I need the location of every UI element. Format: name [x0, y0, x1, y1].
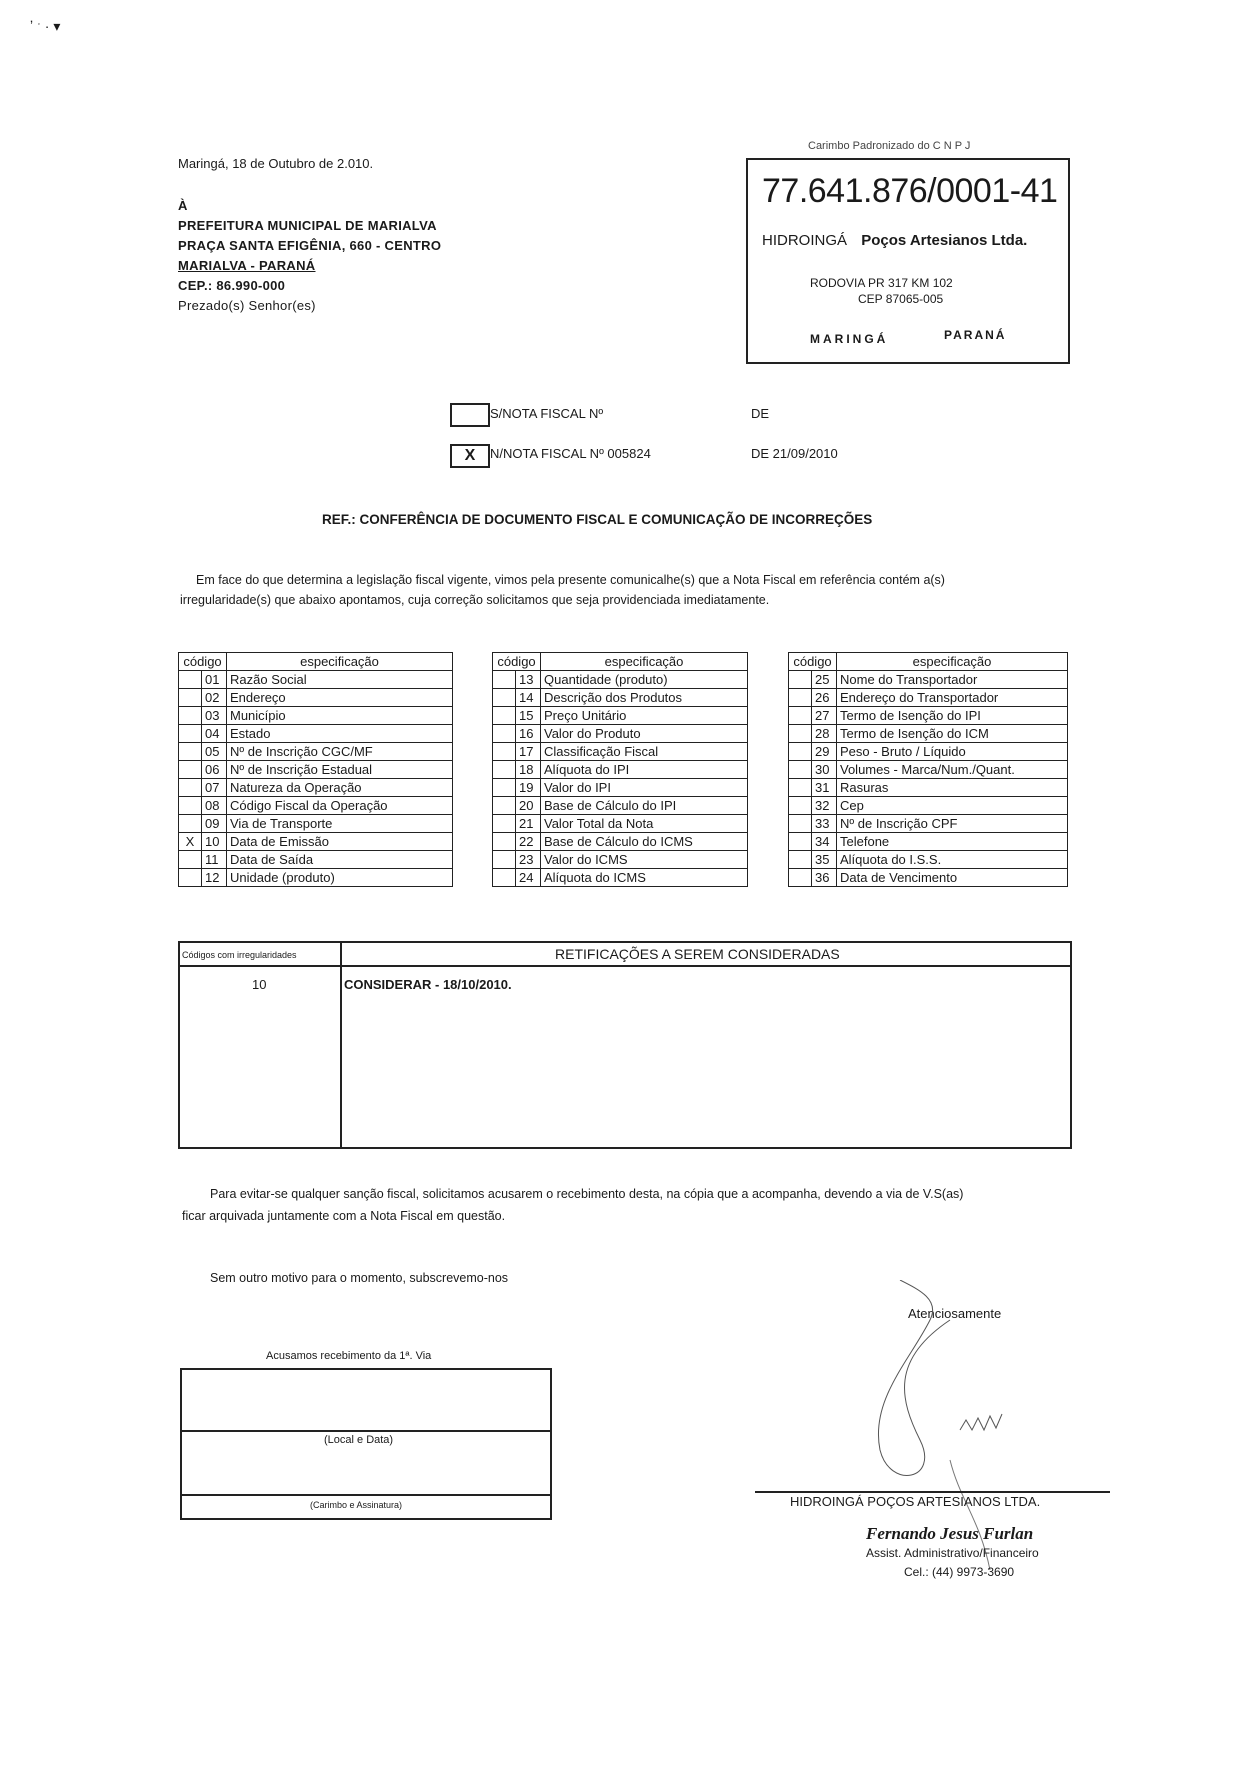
- code-table-1: [178, 652, 453, 887]
- row-mark[interactable]: [493, 725, 516, 743]
- table-row: [789, 761, 1068, 779]
- row-label: Endereço do Transportador: [837, 689, 1068, 707]
- retif-code: 10: [252, 977, 267, 992]
- row-code: 33: [812, 815, 837, 833]
- table-row: [179, 743, 453, 761]
- ref-line: REF.: CONFERÊNCIA DE DOCUMENTO FISCAL E COMUNICAÇÃO DE INCORREÇÕES: [322, 512, 873, 527]
- row-code: 26: [812, 689, 837, 707]
- row-mark[interactable]: [493, 797, 516, 815]
- row-label: Alíquota do ICMS: [541, 869, 748, 887]
- row-code: 07: [202, 779, 227, 797]
- row-code: 29: [812, 743, 837, 761]
- table-row: [179, 815, 453, 833]
- row-code: 10: [202, 833, 227, 851]
- row-label: Valor do ICMS: [541, 851, 748, 869]
- row-label: Classificação Fiscal: [541, 743, 748, 761]
- recipient-street: PRAÇA SANTA EFIGÊNIA, 660 - CENTRO: [178, 238, 442, 253]
- receipt-caption: Acusamos recebimento da 1ª. Via: [266, 1350, 432, 1362]
- stamp-company-b: Poços Artesianos Ltda.: [861, 232, 1028, 249]
- row-code: 03: [202, 707, 227, 725]
- stamp-company-a: HIDROINGÁ: [762, 232, 848, 249]
- row-label: Preço Unitário: [541, 707, 748, 725]
- row-code: 22: [516, 833, 541, 851]
- row-code: 16: [516, 725, 541, 743]
- table-row: [493, 707, 748, 725]
- col-codigo: código: [179, 653, 227, 671]
- row-mark[interactable]: [493, 815, 516, 833]
- row-label: Nº de Inscrição CGC/MF: [227, 743, 453, 761]
- stamp-cep: CEP 87065-005: [858, 292, 944, 306]
- table-row: [179, 797, 453, 815]
- row-code: 25: [812, 671, 837, 689]
- table-row: [789, 815, 1068, 833]
- col-especificacao: especificação: [837, 653, 1068, 671]
- table-row: [493, 743, 748, 761]
- row-code: 35: [812, 851, 837, 869]
- table-header: [493, 653, 748, 671]
- row-mark[interactable]: [179, 689, 202, 707]
- row-label: Estado: [227, 725, 453, 743]
- row-code: 17: [516, 743, 541, 761]
- row-code: 06: [202, 761, 227, 779]
- signature-line: [755, 1491, 1110, 1493]
- row-mark[interactable]: [789, 725, 812, 743]
- row-mark[interactable]: [179, 707, 202, 725]
- row-label: Cep: [837, 797, 1068, 815]
- row-label: Data de Emissão: [227, 833, 453, 851]
- row-code: 24: [516, 869, 541, 887]
- signatory-phone: Cel.: (44) 9973-3690: [904, 1565, 1015, 1579]
- table-row: [493, 761, 748, 779]
- row-mark[interactable]: [789, 707, 812, 725]
- table-header: [789, 653, 1068, 671]
- row-label: Termo de Isenção do ICM: [837, 725, 1068, 743]
- row-label: Nº de Inscrição Estadual: [227, 761, 453, 779]
- code-table-3: [788, 652, 1068, 887]
- row-mark[interactable]: [789, 797, 812, 815]
- closing-line-2: ficar arquivada juntamente com a Nota Fiscal em questão.: [182, 1209, 506, 1223]
- row-code: 13: [516, 671, 541, 689]
- table-row: [179, 761, 453, 779]
- row-mark[interactable]: X: [179, 833, 202, 851]
- salutation: Prezado(s) Senhor(es): [178, 298, 316, 313]
- row-code: 18: [516, 761, 541, 779]
- row-mark[interactable]: [179, 869, 202, 887]
- table-row: [493, 671, 748, 689]
- col-codigo: código: [789, 653, 837, 671]
- date-line: Maringá, 18 de Outubro de 2.010.: [178, 156, 374, 171]
- table-row: [493, 833, 748, 851]
- row-mark[interactable]: [179, 743, 202, 761]
- receipt-box: [180, 1368, 552, 1520]
- table-row: [789, 671, 1068, 689]
- row-code: 11: [202, 851, 227, 869]
- row-code: 32: [812, 797, 837, 815]
- row-code: 28: [812, 725, 837, 743]
- table-row: [789, 725, 1068, 743]
- table-row: [789, 797, 1068, 815]
- row-label: Código Fiscal da Operação: [227, 797, 453, 815]
- stamp-caption: Carimbo Padronizado do C N P J: [808, 140, 971, 152]
- row-label: Base de Cálculo do ICMS: [541, 833, 748, 851]
- closing-line-1: Para evitar-se qualquer sanção fiscal, solicitamos acusarem o recebimento desta, na cópia que a acompanha, devendo a via de V.S(as): [210, 1187, 964, 1201]
- row-label: Via de Transporte: [227, 815, 453, 833]
- table-row: [493, 779, 748, 797]
- row-label: Unidade (produto): [227, 869, 453, 887]
- row-mark[interactable]: [789, 869, 812, 887]
- row-code: 05: [202, 743, 227, 761]
- table-row: [179, 851, 453, 869]
- row-mark[interactable]: [179, 815, 202, 833]
- scan-mark: ʼ ˑ · ▾: [30, 18, 61, 34]
- row-label: Nome do Transportador: [837, 671, 1068, 689]
- row-code: 08: [202, 797, 227, 815]
- n-nota-label: N/NOTA FISCAL Nº 005824: [490, 446, 651, 461]
- row-label: Peso - Bruto / Líquido: [837, 743, 1068, 761]
- receipt-line-2: [182, 1494, 550, 1496]
- table-row: [179, 779, 453, 797]
- s-nota-de: DE: [751, 406, 770, 421]
- row-label: Quantidade (produto): [541, 671, 748, 689]
- row-code: 14: [516, 689, 541, 707]
- row-label: Rasuras: [837, 779, 1068, 797]
- table-row: [789, 689, 1068, 707]
- s-nota-checkbox[interactable]: [450, 403, 490, 427]
- stamp-address: RODOVIA PR 317 KM 102: [810, 276, 953, 290]
- row-label: Valor do Produto: [541, 725, 748, 743]
- row-mark[interactable]: [789, 833, 812, 851]
- row-mark[interactable]: [789, 779, 812, 797]
- table-row: [179, 725, 453, 743]
- row-label: Data de Saída: [227, 851, 453, 869]
- row-code: 30: [812, 761, 837, 779]
- row-mark[interactable]: [493, 833, 516, 851]
- table-row: [789, 743, 1068, 761]
- table-row: [493, 851, 748, 869]
- row-mark[interactable]: [179, 797, 202, 815]
- row-code: 15: [516, 707, 541, 725]
- table-row: [179, 689, 453, 707]
- row-mark[interactable]: [179, 725, 202, 743]
- row-code: 34: [812, 833, 837, 851]
- table-row: [179, 707, 453, 725]
- row-mark[interactable]: [179, 779, 202, 797]
- row-label: Termo de Isenção do IPI: [837, 707, 1068, 725]
- row-label: Data de Vencimento: [837, 869, 1068, 887]
- row-code: 02: [202, 689, 227, 707]
- row-label: Valor Total da Nota: [541, 815, 748, 833]
- row-mark[interactable]: [493, 779, 516, 797]
- table-row: [493, 797, 748, 815]
- row-mark[interactable]: [179, 761, 202, 779]
- stamp-company: [762, 232, 1027, 249]
- row-mark[interactable]: [789, 671, 812, 689]
- table-row: [179, 671, 453, 689]
- signatory-role: Assist. Administrativo/Financeiro: [866, 1546, 1039, 1560]
- table-row: [493, 815, 748, 833]
- row-mark[interactable]: [493, 689, 516, 707]
- row-mark[interactable]: [789, 761, 812, 779]
- table-row: [789, 869, 1068, 887]
- row-code: 20: [516, 797, 541, 815]
- row-code: 21: [516, 815, 541, 833]
- row-mark[interactable]: [493, 743, 516, 761]
- intro-line-2: irregularidade(s) que abaixo apontamos, cuja correção solicitamos que seja providenciada imediatamente.: [180, 593, 770, 607]
- s-nota-label: S/NOTA FISCAL Nº: [490, 406, 604, 421]
- row-mark[interactable]: [179, 671, 202, 689]
- row-label: Endereço: [227, 689, 453, 707]
- signatory-name: Fernando Jesus Furlan: [866, 1524, 1034, 1543]
- row-label: Nº de Inscrição CPF: [837, 815, 1068, 833]
- row-code: 23: [516, 851, 541, 869]
- row-label: Município: [227, 707, 453, 725]
- n-nota-checkbox[interactable]: X: [450, 444, 490, 468]
- to-line: À: [178, 198, 188, 213]
- row-code: 27: [812, 707, 837, 725]
- cnpj-stamp: [746, 158, 1070, 364]
- retif-divider: [340, 943, 342, 1147]
- row-mark[interactable]: [493, 707, 516, 725]
- row-label: Razão Social: [227, 671, 453, 689]
- recipient-address: [178, 196, 441, 316]
- row-code: 12: [202, 869, 227, 887]
- col-codigo: código: [493, 653, 541, 671]
- row-mark[interactable]: [493, 869, 516, 887]
- table-header: [179, 653, 453, 671]
- retif-header-line: [180, 965, 1070, 967]
- row-mark[interactable]: [789, 743, 812, 761]
- table-row: [789, 779, 1068, 797]
- stamp-city: MARINGÁ: [810, 332, 889, 346]
- row-label: Alíquota do I.S.S.: [837, 851, 1068, 869]
- receipt-line: [182, 1430, 550, 1432]
- receipt-carimbo: (Carimbo e Assinatura): [310, 1500, 403, 1510]
- recipient-cep: CEP.: 86.990-000: [178, 278, 286, 293]
- table-row: [789, 707, 1068, 725]
- row-mark[interactable]: [789, 851, 812, 869]
- row-mark[interactable]: [789, 689, 812, 707]
- row-mark[interactable]: [493, 851, 516, 869]
- row-label: Valor do IPI: [541, 779, 748, 797]
- row-code: 01: [202, 671, 227, 689]
- row-code: 36: [812, 869, 837, 887]
- col-especificacao: especificação: [227, 653, 453, 671]
- row-label: Descrição dos Produtos: [541, 689, 748, 707]
- row-mark[interactable]: [179, 851, 202, 869]
- table-row: [179, 869, 453, 887]
- table-row: [493, 725, 748, 743]
- retificacoes-box: [178, 941, 1072, 1149]
- recipient-city: MARIALVA - PARANÁ: [178, 258, 316, 273]
- signatory-company: HIDROINGÁ POÇOS ARTESIANOS LTDA.: [790, 1494, 1041, 1509]
- row-label: Natureza da Operação: [227, 779, 453, 797]
- recipient-name: PREFEITURA MUNICIPAL DE MARIALVA: [178, 218, 437, 233]
- row-mark[interactable]: [789, 815, 812, 833]
- retif-text: CONSIDERAR - 18/10/2010.: [344, 977, 512, 992]
- row-code: 04: [202, 725, 227, 743]
- atenciosamente: Atenciosamente: [908, 1306, 1002, 1321]
- table-row: [789, 851, 1068, 869]
- receipt-local-data: (Local e Data): [324, 1434, 394, 1446]
- row-code: 31: [812, 779, 837, 797]
- col-especificacao: especificação: [541, 653, 748, 671]
- stamp-state: PARANÁ: [944, 328, 1007, 342]
- row-label: Alíquota do IPI: [541, 761, 748, 779]
- row-mark[interactable]: [493, 761, 516, 779]
- table-row: [493, 869, 748, 887]
- retif-title: RETIFICAÇÕES A SEREM CONSIDERADAS: [555, 946, 840, 962]
- table-row: [179, 833, 453, 851]
- table-row: [493, 689, 748, 707]
- row-label: Telefone: [837, 833, 1068, 851]
- row-label: Base de Cálculo do IPI: [541, 797, 748, 815]
- n-nota-de: DE 21/09/2010: [751, 446, 838, 461]
- code-table-2: [492, 652, 748, 887]
- row-code: 19: [516, 779, 541, 797]
- row-label: Volumes - Marca/Num./Quant.: [837, 761, 1068, 779]
- table-row: [789, 833, 1068, 851]
- retif-col-codes: Códigos com irregularidades: [182, 950, 297, 960]
- intro-line-1: Em face do que determina a legislação fiscal vigente, vimos pela presente comunicalhe(s) que a Nota Fiscal em referência contém a(s): [196, 573, 945, 587]
- row-code: 09: [202, 815, 227, 833]
- row-mark[interactable]: [493, 671, 516, 689]
- stamp-cnpj: 77.641.876/0001-41: [762, 172, 1058, 210]
- sem-outro-line: Sem outro motivo para o momento, subscrevemo-nos: [210, 1271, 509, 1285]
